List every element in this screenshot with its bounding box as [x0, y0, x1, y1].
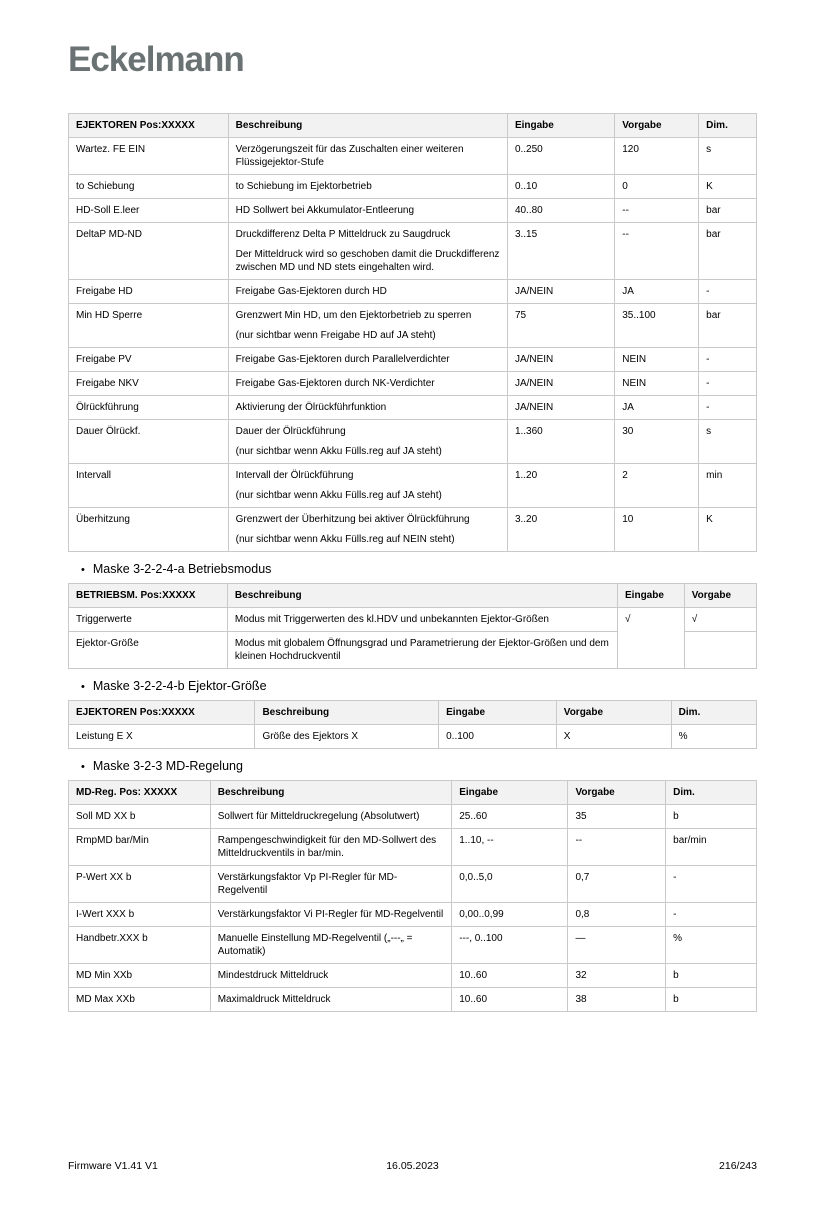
cell-text: Soll MD XX b	[76, 811, 136, 822]
table-row	[69, 348, 757, 372]
column-header: EJEKTOREN Pos:XXXXX	[69, 701, 255, 725]
section-heading-text: Maske 3-2-2-4-b Ejektor-Größe	[92, 679, 267, 693]
table-cell	[615, 420, 699, 464]
section-heading-betriebsmodus	[81, 562, 757, 578]
cell-text: Wartez. FE EIN	[76, 144, 146, 155]
cell-text: %	[678, 731, 688, 742]
table-cell	[568, 866, 666, 903]
cell-text: Leistung E X	[76, 731, 133, 742]
cell-text: 2	[622, 470, 628, 481]
table-cell	[452, 805, 568, 829]
cell-text: JA	[622, 402, 634, 413]
table-cell	[210, 988, 451, 1012]
table-header-row	[69, 114, 757, 138]
parameter-cell	[69, 420, 229, 464]
table-row	[69, 608, 757, 632]
cell-text: (nur sichtbar wenn Akku Fülls.reg auf JA steht)	[235, 446, 442, 457]
column-header: Beschreibung	[255, 701, 439, 725]
cell-text: 10	[622, 514, 634, 525]
table-cell	[507, 280, 614, 304]
table-cell	[666, 988, 757, 1012]
cell-text: Dauer Ölrückf.	[76, 426, 141, 437]
cell-text: HD-Soll E.leer	[76, 205, 140, 216]
table-cell	[699, 348, 757, 372]
table-cell	[452, 964, 568, 988]
table-cell	[228, 199, 507, 223]
table-cell	[568, 829, 666, 866]
cell-text: bar	[706, 229, 721, 240]
cell-text: JA	[622, 286, 634, 297]
table-cell	[210, 866, 451, 903]
cell-text: Grenzwert der Überhitzung bei aktiver Ölrückführung	[235, 514, 470, 525]
md-regelung-table	[68, 780, 757, 1012]
cell-text: 0..10	[514, 181, 538, 192]
cell-text: s	[706, 426, 712, 437]
table-cell	[666, 964, 757, 988]
cell-text: Min HD Sperre	[76, 310, 143, 321]
table-cell	[699, 372, 757, 396]
cell-text: JA/NEIN	[514, 354, 554, 365]
column-header: MD-Reg. Pos: XXXXX	[69, 781, 211, 805]
table-row	[69, 829, 757, 866]
table-cell	[615, 280, 699, 304]
table-cell	[507, 304, 614, 348]
table-cell	[507, 175, 614, 199]
cell-text: Triggerwerte	[76, 614, 132, 625]
table-cell	[699, 175, 757, 199]
table-cell	[568, 964, 666, 988]
parameter-cell	[69, 903, 211, 927]
cell-text: %	[673, 933, 683, 944]
table-cell	[618, 608, 685, 669]
table-cell	[507, 138, 614, 175]
cell-text: Freigabe PV	[76, 354, 132, 365]
table-cell	[228, 138, 507, 175]
cell-text: (nur sichtbar wenn Freigabe HD auf JA steht)	[235, 330, 436, 341]
table-row	[69, 903, 757, 927]
cell-text: 1..360	[514, 426, 543, 437]
table-row	[69, 964, 757, 988]
cell-text: b	[673, 994, 679, 1005]
cell-text: Maximaldruck Mitteldruck	[217, 994, 331, 1005]
table-cell	[615, 396, 699, 420]
cell-text: Verzögerungszeit für das Zuschalten einer weiteren Flüssigejektor-Stufe	[235, 144, 464, 168]
table-cell	[228, 420, 507, 464]
table-cell	[228, 396, 507, 420]
table-cell	[666, 829, 757, 866]
table-cell	[699, 464, 757, 508]
cell-text: Freigabe NKV	[76, 378, 139, 389]
table-cell	[452, 927, 568, 964]
table-cell	[568, 927, 666, 964]
column-header: BETRIEBSM. Pos:XXXXX	[69, 584, 228, 608]
cell-text: ---, 0..100	[459, 933, 503, 944]
table-cell	[210, 829, 451, 866]
cell-text: MD Min XXb	[76, 970, 133, 981]
cell-text: --	[575, 835, 583, 846]
cell-text: Mindestdruck Mitteldruck	[217, 970, 329, 981]
cell-text: 38	[575, 994, 587, 1005]
cell-text: Freigabe Gas-Ejektoren durch HD	[235, 286, 387, 297]
cell-text: -	[706, 402, 710, 413]
table-cell	[684, 608, 756, 632]
cell-text: 40..80	[514, 205, 543, 216]
bullet-icon: •	[81, 564, 85, 576]
cell-text: (nur sichtbar wenn Akku Fülls.reg auf NEIN steht)	[235, 534, 455, 545]
cell-text: 35	[575, 811, 587, 822]
column-header: Beschreibung	[227, 584, 617, 608]
table-cell	[699, 420, 757, 464]
parameter-cell	[69, 508, 229, 552]
table-cell	[615, 464, 699, 508]
table-row	[69, 199, 757, 223]
cell-text: Grenzwert Min HD, um den Ejektorbetrieb zu sperren	[235, 310, 472, 321]
parameter-cell	[69, 348, 229, 372]
cell-text: 3..15	[514, 229, 538, 240]
cell-text: Handbetr.XXX b	[76, 933, 148, 944]
table-header-row	[69, 584, 757, 608]
cell-text: 35..100	[622, 310, 656, 321]
cell-text: 30	[622, 426, 634, 437]
parameter-cell	[69, 175, 229, 199]
table-row	[69, 280, 757, 304]
table-row	[69, 138, 757, 175]
table-row	[69, 866, 757, 903]
table-cell	[228, 372, 507, 396]
ejektoren-parameter-table	[68, 113, 757, 552]
table-cell	[615, 199, 699, 223]
cell-text: Überhitzung	[76, 514, 130, 525]
table-cell	[666, 903, 757, 927]
table-cell	[684, 632, 756, 669]
section-heading-ejektor-groesse	[81, 679, 757, 695]
cell-text: Druckdifferenz Delta P Mitteldruck zu Saugdruck	[235, 229, 451, 240]
table-cell	[568, 805, 666, 829]
cell-text: 10..60	[459, 970, 488, 981]
cell-text: I-Wert XXX b	[76, 909, 135, 920]
bullet-icon: •	[81, 761, 85, 773]
document-page	[0, 42, 827, 1211]
footer-firmware-version: Firmware V1.41 V1	[68, 1160, 158, 1172]
parameter-cell	[69, 927, 211, 964]
parameter-cell	[69, 632, 228, 669]
cell-text: K	[706, 181, 713, 192]
column-header: Eingabe	[452, 781, 568, 805]
column-header: Vorgabe	[615, 114, 699, 138]
cell-text: 120	[622, 144, 639, 155]
table-row	[69, 223, 757, 280]
table-cell	[228, 304, 507, 348]
table-cell	[699, 396, 757, 420]
parameter-cell	[69, 608, 228, 632]
cell-text: Freigabe Gas-Ejektoren durch NK-Verdichter	[235, 378, 435, 389]
table-cell	[666, 927, 757, 964]
table-header-row	[69, 781, 757, 805]
table-row	[69, 988, 757, 1012]
parameter-cell	[69, 304, 229, 348]
cell-text: Freigabe Gas-Ejektoren durch Parallelverdichter	[235, 354, 450, 365]
table-cell	[568, 903, 666, 927]
table-row	[69, 805, 757, 829]
cell-text: to Schiebung im Ejektorbetrieb	[235, 181, 372, 192]
cell-text: X	[563, 731, 571, 742]
table-cell	[228, 464, 507, 508]
bullet-icon: •	[81, 681, 85, 693]
cell-text: Verstärkungsfaktor Vp PI-Regler für MD-Regelventil	[217, 872, 398, 896]
cell-text: MD Max XXb	[76, 994, 135, 1005]
parameter-cell	[69, 280, 229, 304]
table-cell	[671, 725, 756, 749]
table-cell	[699, 304, 757, 348]
table-cell	[210, 964, 451, 988]
cell-text: bar	[706, 205, 721, 216]
table-cell	[507, 464, 614, 508]
table-cell	[699, 508, 757, 552]
cell-text: Modus mit Triggerwerten des kl.HDV und unbekannten Ejektor-Größen	[234, 614, 549, 625]
cell-text: s	[706, 144, 712, 155]
parameter-cell	[69, 199, 229, 223]
cell-text: JA/NEIN	[514, 286, 554, 297]
column-header: Beschreibung	[210, 781, 451, 805]
parameter-cell	[69, 964, 211, 988]
cell-text: bar	[706, 310, 721, 321]
table-cell	[439, 725, 557, 749]
table-cell	[615, 175, 699, 199]
cell-text: 25..60	[459, 811, 488, 822]
cell-text: Ejektor-Größe	[76, 638, 139, 649]
cell-text: -	[706, 378, 710, 389]
table-cell	[210, 805, 451, 829]
table-cell	[228, 348, 507, 372]
cell-text: 0..250	[514, 144, 543, 155]
column-header: Eingabe	[507, 114, 614, 138]
table-cell	[615, 508, 699, 552]
cell-text: Sollwert für Mitteldruckregelung (Absolutwert)	[217, 811, 420, 822]
table-row	[69, 508, 757, 552]
cell-text: -	[706, 286, 710, 297]
brand-logo: Eckelmann	[68, 40, 244, 79]
column-header: Vorgabe	[556, 701, 671, 725]
column-header: Dim.	[699, 114, 757, 138]
cell-text: HD Sollwert bei Akkumulator-Entleerung	[235, 205, 415, 216]
cell-text: 1..20	[514, 470, 538, 481]
footer-date: 16.05.2023	[386, 1160, 439, 1172]
cell-text: P-Wert XX b	[76, 872, 132, 883]
table-cell	[615, 223, 699, 280]
table-row	[69, 420, 757, 464]
table-cell	[452, 866, 568, 903]
footer-page-number: 216/243	[719, 1160, 757, 1172]
cell-text: to Schiebung	[76, 181, 135, 192]
table-cell	[666, 866, 757, 903]
column-header: EJEKTOREN Pos:XXXXX	[69, 114, 229, 138]
table-cell	[699, 223, 757, 280]
cell-text: 75	[514, 310, 527, 321]
table-row	[69, 927, 757, 964]
table-cell	[255, 725, 439, 749]
parameter-cell	[69, 138, 229, 175]
table-cell	[227, 632, 617, 669]
cell-text: -	[706, 354, 710, 365]
column-header: Eingabe	[439, 701, 557, 725]
table-cell	[507, 372, 614, 396]
table-cell	[699, 199, 757, 223]
parameter-cell	[69, 805, 211, 829]
section-heading-text: Maske 3-2-3 MD-Regelung	[92, 759, 243, 773]
cell-text: Modus mit globalem Öffnungsgrad und Parametrierung der Ejektor-Größen und dem kleinen Hochdruckventil	[234, 638, 609, 662]
section-heading-md-regelung	[81, 759, 757, 775]
column-header: Dim.	[671, 701, 756, 725]
parameter-cell	[69, 223, 229, 280]
cell-text: K	[706, 514, 713, 525]
table-cell	[615, 372, 699, 396]
column-header: Dim.	[666, 781, 757, 805]
table-header-row	[69, 701, 757, 725]
column-header: Vorgabe	[568, 781, 666, 805]
table-cell	[452, 988, 568, 1012]
cell-text: b	[673, 970, 679, 981]
cell-text: —	[575, 933, 586, 944]
cell-text: 0,8	[575, 909, 590, 920]
table-cell	[666, 805, 757, 829]
table-row	[69, 372, 757, 396]
cell-text: 1..10, --	[459, 835, 494, 846]
table-cell	[556, 725, 671, 749]
table-cell	[699, 138, 757, 175]
cell-text: Aktivierung der Ölrückführfunktion	[235, 402, 387, 413]
cell-text: 0,0..5,0	[459, 872, 493, 883]
table-cell	[699, 280, 757, 304]
table-cell	[210, 927, 451, 964]
table-cell	[228, 223, 507, 280]
table-cell	[228, 280, 507, 304]
section-heading-text: Maske 3-2-2-4-a Betriebsmodus	[92, 562, 272, 576]
cell-text: --	[622, 229, 629, 240]
parameter-cell	[69, 725, 255, 749]
cell-text: 0..100	[446, 731, 474, 742]
cell-text: √	[625, 614, 631, 625]
cell-text: 0,00..0,99	[459, 909, 504, 920]
cell-text: Ölrückführung	[76, 402, 139, 413]
ejektor-groesse-table	[68, 700, 757, 749]
table-cell	[507, 199, 614, 223]
parameter-cell	[69, 829, 211, 866]
cell-text: 10..60	[459, 994, 488, 1005]
parameter-cell	[69, 396, 229, 420]
cell-text: -	[673, 909, 677, 920]
cell-text: b	[673, 811, 679, 822]
column-header: Beschreibung	[228, 114, 507, 138]
cell-text: 32	[575, 970, 587, 981]
betriebsmodus-table	[68, 583, 757, 669]
cell-text: NEIN	[622, 378, 647, 389]
cell-text: JA/NEIN	[514, 402, 554, 413]
table-cell	[615, 138, 699, 175]
table-cell	[615, 304, 699, 348]
column-header: Vorgabe	[684, 584, 756, 608]
table-cell	[507, 223, 614, 280]
cell-text: Manuelle Einstellung MD-Regelventil („---„ = Automatik)	[217, 933, 413, 957]
table-cell	[507, 348, 614, 372]
cell-text: 0	[622, 181, 628, 192]
cell-text: (nur sichtbar wenn Akku Fülls.reg auf JA steht)	[235, 490, 442, 501]
cell-text: --	[622, 205, 629, 216]
cell-text: min	[706, 470, 723, 481]
table-cell	[452, 903, 568, 927]
cell-text: Dauer der Ölrückführung	[235, 426, 346, 437]
parameter-cell	[69, 866, 211, 903]
table-row	[69, 396, 757, 420]
parameter-cell	[69, 988, 211, 1012]
cell-text: Intervall der Ölrückführung	[235, 470, 354, 481]
cell-text: bar/min	[673, 835, 707, 846]
cell-text: Größe des Ejektors X	[262, 731, 359, 742]
parameter-cell	[69, 464, 229, 508]
table-cell	[507, 420, 614, 464]
cell-text: √	[691, 614, 698, 625]
table-cell	[228, 175, 507, 199]
parameter-cell	[69, 372, 229, 396]
cell-text: Freigabe HD	[76, 286, 133, 297]
table-cell	[228, 508, 507, 552]
table-cell	[227, 608, 617, 632]
cell-text: NEIN	[622, 354, 647, 365]
table-row	[69, 304, 757, 348]
table-row	[69, 725, 757, 749]
table-row	[69, 464, 757, 508]
cell-text: -	[673, 872, 677, 883]
table-cell	[452, 829, 568, 866]
cell-text: JA/NEIN	[514, 378, 554, 389]
cell-text: DeltaP MD-ND	[76, 229, 142, 240]
cell-text: Intervall	[76, 470, 112, 481]
cell-text: Rampengeschwindigkeit für den MD-Sollwert des Mitteldruckventils in bar/min.	[217, 835, 437, 859]
table-cell	[507, 396, 614, 420]
cell-text: 3..20	[514, 514, 538, 525]
table-cell	[507, 508, 614, 552]
table-cell	[210, 903, 451, 927]
column-header: Eingabe	[618, 584, 685, 608]
cell-text: Verstärkungsfaktor Vi PI-Regler für MD-Regelventil	[217, 909, 444, 920]
table-cell	[615, 348, 699, 372]
table-row	[69, 175, 757, 199]
cell-text: 0,7	[575, 872, 590, 883]
cell-text: Der Mitteldruck wird so geschoben damit die Druckdifferenz zwischen MD und ND stets eingehalten wird.	[235, 249, 500, 273]
cell-text: RmpMD bar/Min	[76, 835, 149, 846]
table-cell	[568, 988, 666, 1012]
